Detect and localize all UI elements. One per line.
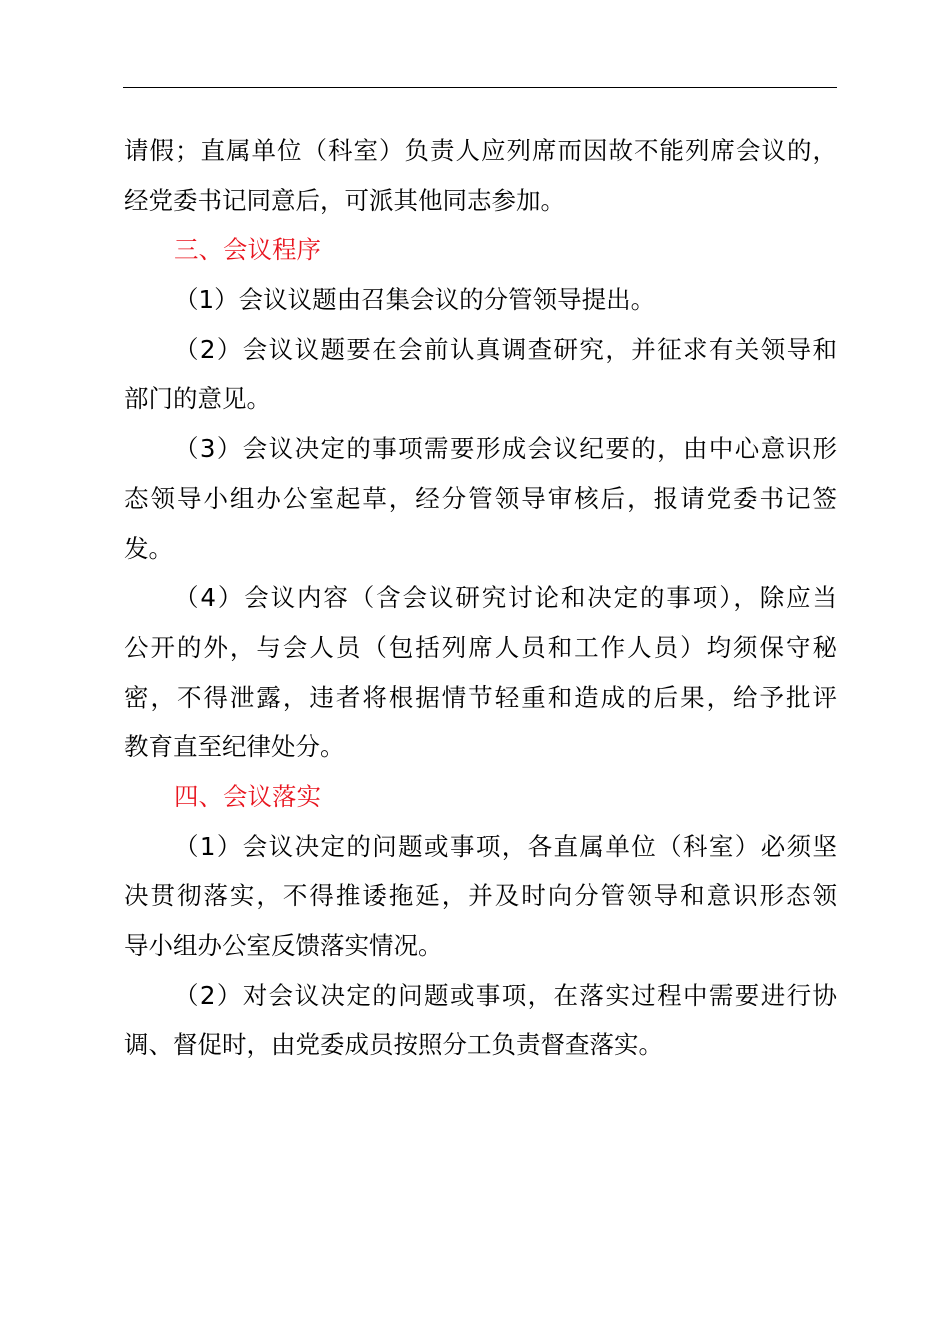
section-heading: 三、会议程序: [174, 235, 321, 265]
paragraph-line: （1）会议议题由召集会议的分管领导提出。: [174, 285, 656, 315]
paragraph-line: （3）会议决定的事项需要形成会议纪要的，由中心意识形: [174, 434, 837, 464]
paragraph-line: 经党委书记同意后，可派其他同志参加。: [124, 185, 565, 215]
paragraph-line: （2）对会议决定的问题或事项，在落实过程中需要进行协: [174, 980, 837, 1010]
paragraph-line: 导小组办公室反馈落实情况。: [124, 931, 443, 960]
paragraph-line: 请假；直属单位（科室）负责人应列席而因故不能列席会议的，: [124, 136, 837, 165]
paragraph-line: 教育直至纪律处分。: [124, 732, 345, 762]
paragraph-line: 决贯彻落实，不得推诿拖延，并及时向分管领导和意识形态领: [124, 881, 837, 911]
header-divider: [123, 87, 837, 88]
paragraph-line: 公开的外，与会人员（包括列席人员和工作人员）均须保守秘: [124, 632, 837, 662]
paragraph-line: 密，不得泄露，违者将根据情节轻重和造成的后果，给予批评: [124, 682, 837, 712]
paragraph-line: （2）会议议题要在会前认真调查研究，并征求有关领导和: [174, 334, 837, 364]
paragraph-line: （4）会议内容（含会议研究讨论和决定的事项），除应当: [174, 583, 837, 613]
paragraph-line: （1）会议决定的问题或事项，各直属单位（科室）必须坚: [174, 831, 837, 861]
paragraph-line: 部门的意见。: [124, 384, 271, 414]
section-heading: 四、会议落实: [174, 781, 321, 811]
document-body: [124, 126, 837, 1070]
paragraph-line: 调、督促时，由党委成员按照分工负责督查落实。: [124, 1030, 663, 1060]
paragraph-line: 发。: [124, 533, 173, 563]
paragraph-line: 态领导小组办公室起草，经分管领导审核后，报请党委书记签: [124, 483, 837, 513]
